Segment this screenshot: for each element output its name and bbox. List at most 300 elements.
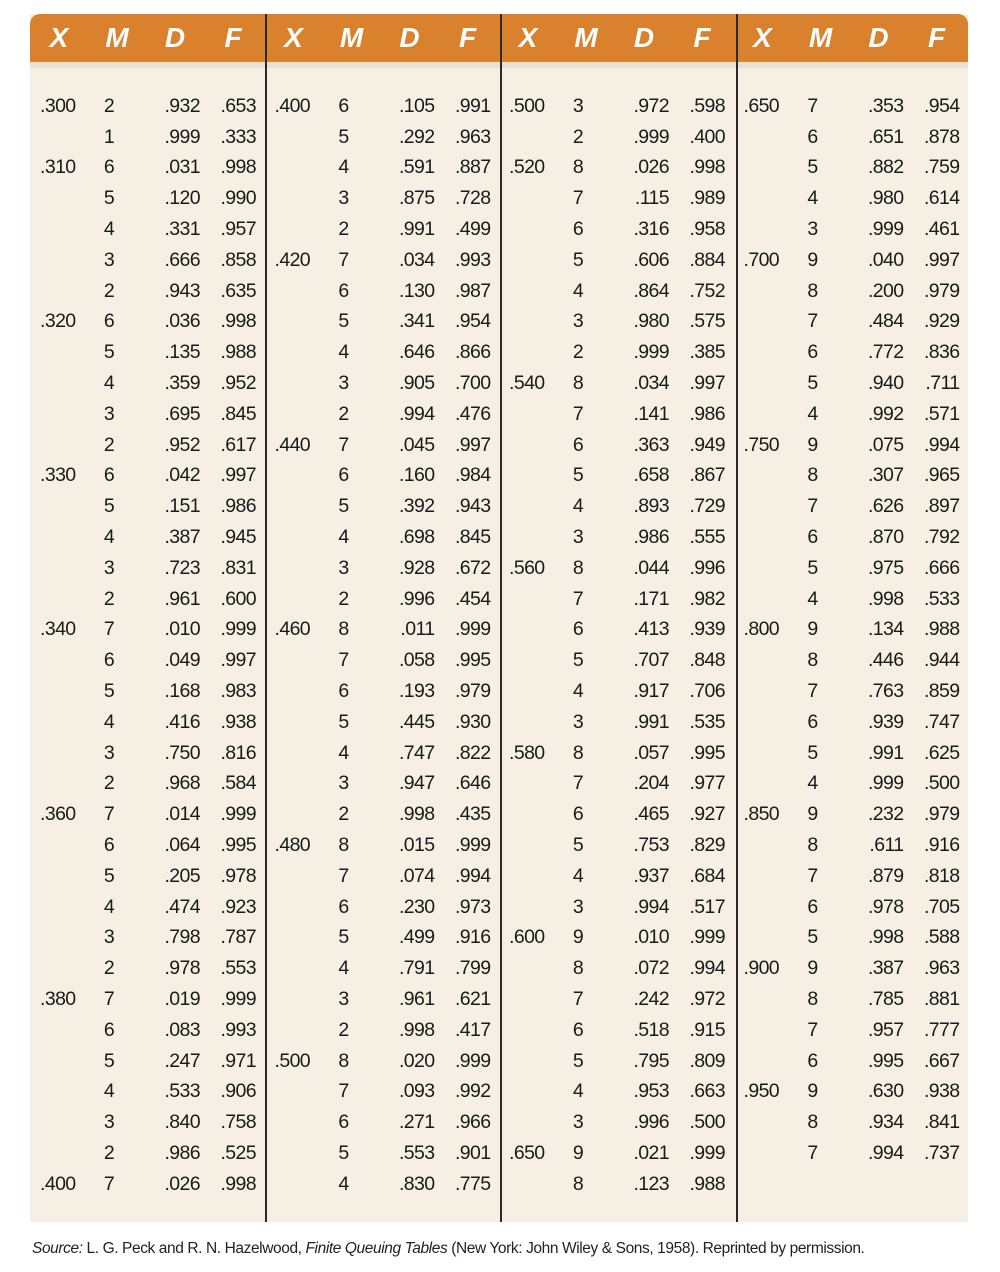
cell-x: .800 bbox=[743, 618, 780, 641]
source-label: Source: bbox=[32, 1240, 83, 1257]
cell-x: .700 bbox=[743, 248, 780, 271]
cell-m: 7 bbox=[807, 310, 818, 333]
cell-x: .300 bbox=[40, 94, 76, 117]
cell-d: .753 bbox=[633, 834, 669, 857]
cell-m: 5 bbox=[572, 248, 584, 271]
table-row bbox=[734, 368, 969, 399]
cell-m: 2 bbox=[338, 803, 349, 826]
cell-f: .998 bbox=[689, 156, 725, 179]
cell-f: .944 bbox=[923, 649, 960, 672]
column-header-x: X bbox=[49, 22, 69, 53]
cell-f: .705 bbox=[923, 895, 960, 918]
cell-f: .989 bbox=[689, 187, 725, 210]
cell-m: 8 bbox=[807, 834, 818, 857]
table-row bbox=[265, 892, 500, 923]
cell-m: 2 bbox=[338, 218, 349, 241]
header-group bbox=[30, 14, 265, 62]
table-row bbox=[499, 615, 734, 646]
table-row bbox=[30, 799, 265, 830]
cell-d: .943 bbox=[164, 279, 200, 302]
cell-f: .525 bbox=[220, 1141, 256, 1164]
cell-f: .575 bbox=[689, 310, 725, 333]
cell-f: .553 bbox=[220, 957, 256, 980]
table-row bbox=[265, 522, 500, 553]
cell-m: 8 bbox=[572, 741, 584, 764]
table-row bbox=[499, 1015, 734, 1046]
cell-f: .884 bbox=[689, 248, 725, 271]
cell-f: .945 bbox=[220, 526, 256, 549]
cell-d: .957 bbox=[867, 1018, 904, 1041]
cell-d: .042 bbox=[164, 464, 200, 487]
column-header-m: M bbox=[808, 22, 833, 53]
cell-m: 5 bbox=[103, 495, 115, 518]
table-row bbox=[499, 399, 734, 430]
cell-d: .075 bbox=[867, 433, 904, 456]
cell-m: 3 bbox=[103, 1111, 115, 1134]
cell-f: .949 bbox=[689, 433, 725, 456]
cell-f: .571 bbox=[923, 402, 960, 425]
table-row bbox=[265, 1169, 500, 1200]
cell-x: .340 bbox=[40, 618, 76, 641]
cell-d: .723 bbox=[164, 556, 200, 579]
cell-f: .535 bbox=[689, 710, 725, 733]
cell-d: .387 bbox=[164, 526, 200, 549]
table-row bbox=[30, 861, 265, 892]
table-row bbox=[30, 738, 265, 769]
table-row bbox=[265, 153, 500, 184]
table-row bbox=[265, 645, 500, 676]
cell-d: .049 bbox=[164, 649, 200, 672]
cell-d: .130 bbox=[398, 279, 435, 302]
table-row bbox=[265, 214, 500, 245]
cell-m: 7 bbox=[338, 649, 349, 672]
cell-d: .972 bbox=[633, 94, 669, 117]
cell-m: 6 bbox=[338, 1111, 349, 1134]
cell-f: .999 bbox=[220, 618, 256, 641]
cell-d: .864 bbox=[633, 279, 669, 302]
cell-f: .729 bbox=[689, 495, 725, 518]
cell-m: 2 bbox=[572, 341, 584, 364]
cell-m: 3 bbox=[572, 1111, 584, 1134]
cell-m: 9 bbox=[807, 618, 818, 641]
cell-m: 8 bbox=[807, 649, 818, 672]
cell-f: .999 bbox=[220, 988, 256, 1010]
table-row bbox=[499, 584, 734, 615]
table-row bbox=[265, 1107, 500, 1138]
cell-m: 3 bbox=[572, 94, 584, 117]
cell-f: .666 bbox=[923, 556, 960, 579]
cell-f: .653 bbox=[220, 94, 256, 117]
cell-d: .953 bbox=[633, 1080, 669, 1103]
table-row bbox=[734, 984, 969, 1015]
cell-f: .986 bbox=[220, 495, 256, 518]
cell-f: .982 bbox=[689, 587, 725, 610]
table-row bbox=[265, 830, 500, 861]
cell-d: .991 bbox=[867, 741, 904, 764]
table-row bbox=[734, 522, 969, 553]
cell-m: 6 bbox=[103, 464, 115, 487]
cell-f: .992 bbox=[454, 1080, 491, 1103]
cell-d: .998 bbox=[398, 803, 435, 826]
column-header-f: F bbox=[458, 22, 477, 53]
cell-d: .331 bbox=[164, 218, 200, 241]
cell-m: 4 bbox=[572, 680, 584, 703]
table-row bbox=[734, 738, 969, 769]
cell-f: .600 bbox=[220, 587, 256, 610]
cell-d: .698 bbox=[398, 526, 435, 549]
cell-m: 5 bbox=[103, 680, 115, 703]
cell-m: 5 bbox=[338, 125, 349, 148]
table-row bbox=[499, 553, 734, 584]
cell-d: .474 bbox=[164, 895, 200, 918]
cell-d: .879 bbox=[867, 864, 904, 887]
source-note bbox=[32, 1240, 864, 1258]
cell-f: .978 bbox=[220, 864, 256, 887]
cell-f: .973 bbox=[454, 895, 491, 918]
cell-f: .737 bbox=[923, 1141, 960, 1164]
cell-d: .387 bbox=[867, 957, 904, 980]
cell-d: .134 bbox=[867, 618, 904, 641]
cell-m: 4 bbox=[338, 341, 349, 364]
cell-d: .120 bbox=[164, 187, 200, 210]
cell-m: 8 bbox=[807, 1111, 818, 1134]
cell-d: .626 bbox=[867, 495, 904, 518]
table-row bbox=[734, 307, 969, 338]
cell-m: 3 bbox=[103, 926, 115, 949]
table-row bbox=[265, 553, 500, 584]
cell-d: .247 bbox=[164, 1049, 200, 1072]
table-row bbox=[30, 707, 265, 738]
cell-d: .611 bbox=[869, 834, 904, 857]
cell-f: .998 bbox=[220, 310, 256, 333]
cell-f: .476 bbox=[454, 402, 491, 425]
cell-d: .465 bbox=[633, 803, 669, 826]
cell-f: .963 bbox=[923, 957, 960, 980]
cell-f: .435 bbox=[454, 803, 491, 826]
cell-d: .939 bbox=[867, 710, 904, 733]
cell-d: .105 bbox=[398, 94, 435, 117]
table-row bbox=[30, 1046, 265, 1077]
cell-m: 4 bbox=[103, 895, 115, 918]
cell-f: .938 bbox=[220, 710, 256, 733]
cell-d: .998 bbox=[398, 1018, 435, 1041]
table-row bbox=[265, 584, 500, 615]
table-row bbox=[734, 830, 969, 861]
table-row bbox=[30, 183, 265, 214]
table-row bbox=[265, 491, 500, 522]
cell-d: .363 bbox=[633, 433, 669, 456]
cell-m: 4 bbox=[807, 587, 818, 610]
cell-f: .836 bbox=[923, 341, 960, 364]
cell-m: 4 bbox=[338, 526, 349, 549]
cell-m: 9 bbox=[807, 957, 818, 980]
cell-m: 7 bbox=[572, 988, 584, 1010]
source-book-title: Finite Queuing Tables bbox=[305, 1240, 448, 1257]
cell-m: 6 bbox=[572, 218, 584, 241]
cell-d: .074 bbox=[398, 864, 435, 887]
column-header-d: D bbox=[868, 22, 889, 53]
cell-f: .866 bbox=[454, 341, 491, 364]
cell-f: .986 bbox=[689, 402, 725, 425]
cell-m: 5 bbox=[807, 156, 818, 179]
table-row bbox=[734, 615, 969, 646]
table-row bbox=[265, 276, 500, 307]
cell-f: .845 bbox=[220, 402, 256, 425]
cell-m: 4 bbox=[103, 372, 115, 395]
cell-m: 4 bbox=[103, 218, 115, 241]
cell-d: .242 bbox=[633, 988, 669, 1010]
table-row bbox=[734, 245, 969, 276]
table-row bbox=[734, 645, 969, 676]
cell-d: .968 bbox=[164, 772, 200, 795]
cell-f: .816 bbox=[220, 741, 256, 764]
cell-f: .684 bbox=[689, 864, 725, 887]
cell-d: .999 bbox=[633, 341, 669, 364]
cell-f: .747 bbox=[923, 710, 960, 733]
cell-d: .991 bbox=[398, 218, 435, 241]
table-row bbox=[499, 368, 734, 399]
cell-m: 7 bbox=[572, 187, 584, 210]
cell-f: .971 bbox=[220, 1049, 256, 1072]
cell-d: .341 bbox=[398, 310, 435, 333]
cell-d: .064 bbox=[164, 834, 200, 857]
queuing-table bbox=[30, 14, 968, 1222]
table-row bbox=[30, 491, 265, 522]
cell-d: .630 bbox=[867, 1080, 904, 1103]
table-row bbox=[30, 368, 265, 399]
cell-f: .809 bbox=[689, 1049, 725, 1072]
cell-m: 5 bbox=[572, 1049, 584, 1072]
cell-m: 8 bbox=[572, 1172, 584, 1195]
cell-d: .994 bbox=[633, 895, 669, 918]
cell-d: .160 bbox=[398, 464, 435, 487]
cell-d: .353 bbox=[867, 94, 904, 117]
cell-m: 8 bbox=[338, 834, 349, 857]
cell-m: 2 bbox=[103, 279, 115, 302]
cell-d: .359 bbox=[164, 372, 200, 395]
cell-m: 7 bbox=[807, 1141, 818, 1164]
cell-x: .650 bbox=[743, 94, 780, 117]
cell-f: .995 bbox=[220, 834, 256, 857]
cell-x: .850 bbox=[743, 803, 780, 826]
cell-m: 8 bbox=[572, 556, 584, 579]
table-row bbox=[30, 769, 265, 800]
table-row bbox=[734, 861, 969, 892]
cell-d: .934 bbox=[867, 1111, 904, 1134]
cell-f: .635 bbox=[220, 279, 256, 302]
table-row bbox=[499, 707, 734, 738]
table-row bbox=[265, 368, 500, 399]
cell-m: 4 bbox=[103, 710, 115, 733]
cell-f: .598 bbox=[689, 94, 725, 117]
cell-f: .417 bbox=[454, 1018, 491, 1041]
cell-m: 7 bbox=[338, 248, 349, 271]
cell-d: .141 bbox=[633, 402, 669, 425]
cell-d: .695 bbox=[164, 402, 200, 425]
cell-m: 5 bbox=[338, 1141, 349, 1164]
cell-m: 5 bbox=[572, 834, 584, 857]
cell-m: 8 bbox=[572, 372, 584, 395]
table-row bbox=[30, 522, 265, 553]
cell-x: .440 bbox=[274, 433, 311, 456]
cell-m: 7 bbox=[807, 680, 818, 703]
table-row bbox=[265, 923, 500, 954]
cell-d: .947 bbox=[398, 772, 435, 795]
table-row bbox=[30, 461, 265, 492]
cell-f: .954 bbox=[454, 310, 491, 333]
cell-d: .905 bbox=[398, 372, 435, 395]
cell-f: .938 bbox=[923, 1080, 960, 1103]
cell-f: .994 bbox=[923, 433, 960, 456]
cell-f: .929 bbox=[923, 310, 960, 333]
cell-m: 6 bbox=[103, 1018, 115, 1041]
cell-m: 5 bbox=[338, 310, 349, 333]
table-row bbox=[30, 553, 265, 584]
cell-d: .416 bbox=[164, 710, 200, 733]
table-row bbox=[265, 430, 500, 461]
cell-m: 6 bbox=[807, 710, 818, 733]
cell-d: .019 bbox=[164, 988, 200, 1010]
table-row bbox=[499, 1138, 734, 1169]
cell-f: .500 bbox=[923, 772, 960, 795]
cell-f: .984 bbox=[454, 464, 491, 487]
table-row bbox=[30, 984, 265, 1015]
cell-m: 2 bbox=[103, 957, 115, 980]
cell-m: 6 bbox=[338, 680, 349, 703]
cell-f: .799 bbox=[454, 957, 491, 980]
table-row bbox=[499, 337, 734, 368]
table-row bbox=[265, 399, 500, 430]
cell-m: 5 bbox=[807, 926, 818, 949]
cell-f: .993 bbox=[220, 1018, 256, 1041]
cell-d: .015 bbox=[398, 834, 435, 857]
cell-f: .997 bbox=[220, 464, 256, 487]
cell-f: .906 bbox=[220, 1080, 256, 1103]
cell-f: .996 bbox=[689, 556, 725, 579]
cell-d: .996 bbox=[633, 1111, 669, 1134]
cell-d: .928 bbox=[398, 556, 435, 579]
cell-m: 3 bbox=[103, 248, 115, 271]
table-row bbox=[30, 153, 265, 184]
cell-d: .830 bbox=[398, 1172, 435, 1195]
cell-f: .584 bbox=[220, 772, 256, 795]
cell-d: .135 bbox=[164, 341, 200, 364]
table-row bbox=[499, 1077, 734, 1108]
cell-f: .993 bbox=[454, 248, 491, 271]
table-row bbox=[734, 153, 969, 184]
table-row bbox=[499, 830, 734, 861]
cell-m: 6 bbox=[807, 895, 818, 918]
cell-x: .560 bbox=[509, 556, 545, 579]
cell-m: 5 bbox=[807, 556, 818, 579]
table-row bbox=[734, 923, 969, 954]
table-row bbox=[265, 676, 500, 707]
table-row bbox=[265, 461, 500, 492]
cell-f: .991 bbox=[454, 94, 491, 117]
cell-m: 3 bbox=[338, 772, 349, 795]
cell-m: 2 bbox=[338, 1018, 349, 1041]
cell-d: .763 bbox=[867, 680, 904, 703]
table-row bbox=[265, 122, 500, 153]
column-group bbox=[499, 91, 734, 1200]
cell-f: .831 bbox=[220, 556, 256, 579]
cell-f: .994 bbox=[454, 864, 491, 887]
cell-f: .999 bbox=[689, 926, 725, 949]
cell-f: .517 bbox=[689, 895, 725, 918]
cell-d: .940 bbox=[867, 372, 904, 395]
cell-m: 3 bbox=[103, 741, 115, 764]
table-row bbox=[265, 799, 500, 830]
cell-m: 5 bbox=[572, 649, 584, 672]
cell-m: 7 bbox=[572, 402, 584, 425]
table-row bbox=[499, 738, 734, 769]
cell-d: .980 bbox=[867, 187, 904, 210]
table-row bbox=[265, 307, 500, 338]
cell-d: .978 bbox=[867, 895, 904, 918]
table-row bbox=[30, 1077, 265, 1108]
cell-f: .758 bbox=[220, 1111, 256, 1134]
table-header bbox=[30, 14, 968, 62]
cell-d: .961 bbox=[164, 587, 200, 610]
table-row bbox=[499, 245, 734, 276]
cell-d: .785 bbox=[867, 988, 904, 1010]
cell-d: .658 bbox=[633, 464, 669, 487]
cell-f: .461 bbox=[923, 218, 960, 241]
cell-d: .040 bbox=[867, 248, 904, 271]
header-rule bbox=[30, 62, 968, 68]
cell-f: .400 bbox=[689, 125, 725, 148]
cell-x: .500 bbox=[274, 1049, 311, 1072]
cell-m: 8 bbox=[572, 156, 584, 179]
cell-f: .818 bbox=[923, 864, 960, 887]
cell-x: .460 bbox=[274, 618, 311, 641]
cell-m: 3 bbox=[807, 218, 818, 241]
table-row bbox=[265, 953, 500, 984]
cell-m: 6 bbox=[338, 895, 349, 918]
table-row bbox=[30, 676, 265, 707]
cell-d: .917 bbox=[633, 680, 669, 703]
source-authors: L. G. Peck and R. N. Hazelwood, bbox=[82, 1240, 306, 1257]
table-row bbox=[734, 1077, 969, 1108]
cell-f: .979 bbox=[923, 803, 960, 826]
cell-x: .900 bbox=[743, 957, 780, 980]
cell-f: .499 bbox=[454, 218, 491, 241]
cell-d: .036 bbox=[164, 310, 200, 333]
table-row bbox=[30, 276, 265, 307]
cell-d: .747 bbox=[398, 741, 435, 764]
cell-d: .994 bbox=[398, 402, 435, 425]
table-row bbox=[734, 337, 969, 368]
table-row bbox=[30, 645, 265, 676]
cell-f: .617 bbox=[220, 433, 256, 456]
cell-m: 6 bbox=[338, 94, 349, 117]
cell-f: .588 bbox=[923, 926, 960, 949]
cell-f: .859 bbox=[923, 680, 960, 703]
table-row bbox=[30, 399, 265, 430]
cell-f: .848 bbox=[689, 649, 725, 672]
cell-d: .882 bbox=[867, 156, 904, 179]
cell-d: .996 bbox=[398, 587, 435, 610]
column-divider bbox=[265, 14, 267, 1222]
table-row bbox=[499, 307, 734, 338]
cell-m: 7 bbox=[103, 988, 115, 1010]
cell-m: 6 bbox=[807, 125, 818, 148]
cell-f: .775 bbox=[454, 1172, 491, 1195]
table-row bbox=[499, 461, 734, 492]
cell-m: 8 bbox=[807, 988, 818, 1010]
cell-x: .600 bbox=[509, 926, 545, 949]
cell-m: 8 bbox=[572, 957, 584, 980]
